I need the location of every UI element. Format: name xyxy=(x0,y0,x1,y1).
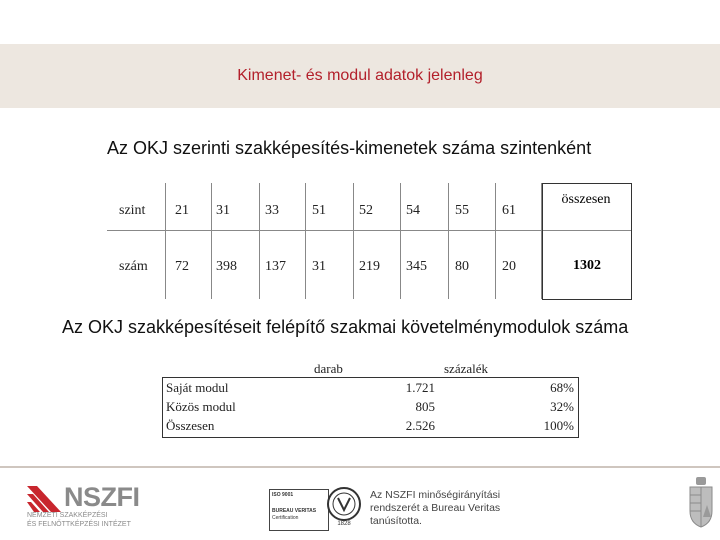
count-value: 805 xyxy=(415,399,435,414)
row-label-count: szám xyxy=(119,259,148,274)
count-cell: 137 xyxy=(265,259,286,274)
count-cell: 72 xyxy=(175,259,189,274)
row-label: Közös modul xyxy=(166,399,236,414)
nszfi-logo-icon xyxy=(27,486,61,512)
count-cell: 80 xyxy=(455,259,469,274)
count-cell: 20 xyxy=(502,259,516,274)
grid-line xyxy=(165,183,166,299)
level-cell: 33 xyxy=(265,203,279,218)
percent-value: 100% xyxy=(543,418,574,433)
certification-text xyxy=(370,489,500,528)
grid-line xyxy=(259,183,260,299)
count-value: 2.526 xyxy=(405,418,435,433)
certification-line: tanúsította. xyxy=(370,515,422,527)
percent-value: 32% xyxy=(550,399,574,414)
grid-line xyxy=(495,183,496,299)
level-cell: 21 xyxy=(175,203,189,218)
section2-heading: Az OKJ szakképesítéseit felépítő szakmai követelménymodulok száma xyxy=(62,317,629,337)
grid-line xyxy=(448,183,449,299)
logo-name: NSZFI xyxy=(64,482,140,512)
percent-value: 68% xyxy=(550,380,574,395)
row-label: Saját modul xyxy=(166,380,229,395)
module-table xyxy=(162,355,578,437)
column-header-percent: százalék xyxy=(444,361,489,376)
grid-line xyxy=(211,183,212,299)
total-value: 1302 xyxy=(573,258,601,273)
grid-line xyxy=(353,183,354,299)
seal-year: 1828 xyxy=(337,521,351,526)
row-label-level: szint xyxy=(119,203,146,218)
row-label: Összesen xyxy=(166,418,215,433)
level-cell: 51 xyxy=(312,203,326,218)
certification-line: Az NSZFI minőségirányítási xyxy=(370,489,501,501)
slide-title: Kimenet- és modul adatok jelenleg xyxy=(237,67,483,84)
iso-org: BUREAU VERITAS xyxy=(272,508,317,514)
logo-subtitle-line: NEMZETI SZAKKÉPZÉSI xyxy=(27,512,108,519)
total-header: összesen xyxy=(561,192,611,207)
logo-subtitle-line: ÉS FELNŐTTKÉPZÉSI INTÉZET xyxy=(27,521,131,528)
grid-line xyxy=(400,183,401,299)
footer-divider xyxy=(0,466,720,468)
column-header-count: darab xyxy=(314,361,343,376)
bureau-veritas-seal-icon xyxy=(326,486,362,526)
count-cell: 345 xyxy=(406,259,427,274)
logo-subtitle xyxy=(27,511,131,529)
level-cell: 61 xyxy=(502,203,516,218)
coat-of-arms-icon xyxy=(688,477,714,529)
certification-line: rendszerét a Bureau Veritas xyxy=(370,502,501,514)
iso-cert: Certification xyxy=(272,515,299,521)
level-cell: 31 xyxy=(216,203,230,218)
count-cell: 398 xyxy=(216,259,237,274)
level-cell: 55 xyxy=(455,203,469,218)
level-cell: 52 xyxy=(359,203,373,218)
iso-label: ISO 9001 xyxy=(272,492,294,498)
section1-heading: Az OKJ szerinti szakképesítés-kimenetek száma szintenként xyxy=(107,138,592,158)
count-cell: 219 xyxy=(359,259,380,274)
count-cell: 31 xyxy=(312,259,326,274)
grid-line xyxy=(305,183,306,299)
level-cell: 54 xyxy=(406,203,420,218)
count-value: 1.721 xyxy=(405,380,435,395)
